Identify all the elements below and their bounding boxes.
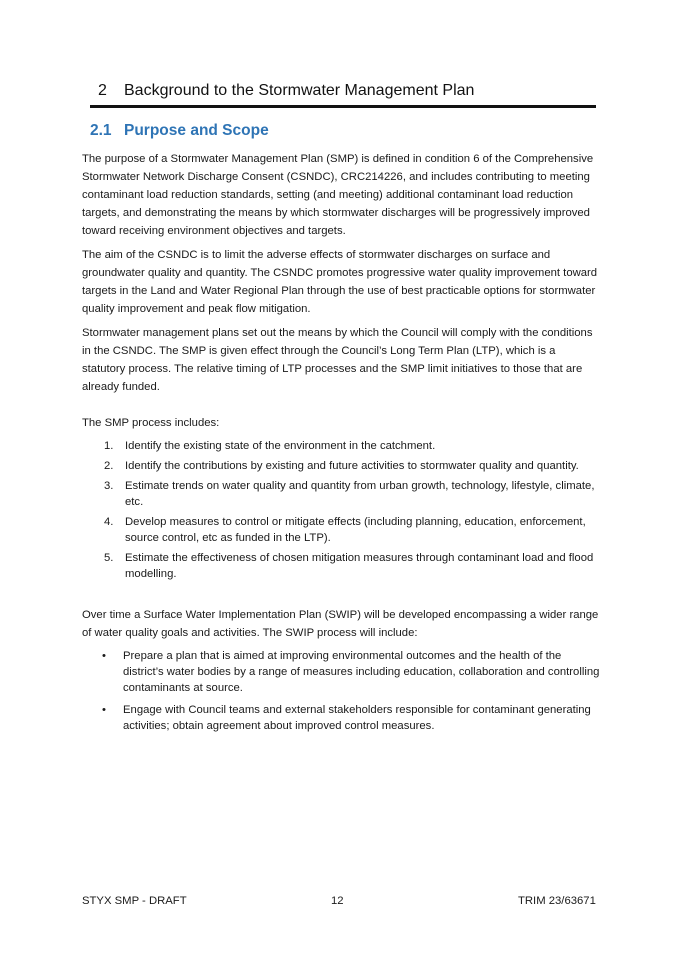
paragraph-stormwater-plans: Stormwater management plans set out the means by which the Council will comply with the conditions in the CSNDC. The SMP is given effect through the Council’s Long Term Plan (LTP), which is a statutory process. The relative timing of LTP processes and the SMP limit initiatives to those that are already funded. xyxy=(82,327,593,393)
list-number: 5. xyxy=(104,552,114,564)
chapter-heading xyxy=(98,80,595,102)
list-number: 1. xyxy=(104,440,114,452)
footer-trim-reference: TRIM 23/63671 xyxy=(518,895,596,907)
list-item xyxy=(82,458,600,474)
paragraph-purpose: The purpose of a Stormwater Management Plan (SMP) is defined in condition 6 of the Comprehensive Stormwater Network Discharge Consent (CSNDC), CRC214226, and includes contributing to meeting contaminant load reduction standards, setting (and meeting) additional contaminant load reduction targets, and demonstrating the means by which stormwater discharges will be progressively improved toward receiving environment objectives and targets. xyxy=(82,153,594,237)
list-number: 4. xyxy=(104,516,114,528)
list-item xyxy=(82,550,600,582)
bullet-icon: • xyxy=(102,704,106,716)
footer-document-label: STYX SMP - DRAFT xyxy=(82,895,187,907)
list-item-text: Engage with Council teams and external stakeholders responsible for contaminant generating activities; obtain agreement about improved control measures. xyxy=(123,704,591,732)
chapter-title: Background to the Stormwater Management Plan xyxy=(124,82,475,99)
list-item xyxy=(82,478,600,510)
list-item xyxy=(82,648,600,696)
list-item-text: Estimate trends on water quality and quantity from urban growth, technology, lifestyle, climate, etc. xyxy=(125,480,595,508)
list-item xyxy=(82,702,600,734)
list-item-text: Identify the existing state of the environment in the catchment. xyxy=(125,440,436,452)
list-item-text: Identify the contributions by existing and future activities to stormwater quality and quantity. xyxy=(125,460,579,472)
smp-process-intro: The SMP process includes: xyxy=(82,417,220,429)
list-number: 2. xyxy=(104,460,114,472)
list-item xyxy=(82,438,600,454)
list-item-text: Estimate the effectiveness of chosen mitigation measures through contaminant load and flood modelling. xyxy=(125,552,594,580)
swip-process-list xyxy=(82,648,600,734)
smp-process-list xyxy=(82,438,600,582)
list-item-text: Develop measures to control or mitigate effects (including planning, education, enforcement, source control, etc as funded in the LTP). xyxy=(125,516,586,544)
bullet-icon: • xyxy=(102,650,106,662)
chapter-heading-rule xyxy=(90,105,596,108)
section-title: Purpose and Scope xyxy=(124,122,269,139)
swip-intro: Over time a Surface Water Implementation Plan (SWIP) will be developed encompassing a wider range of water quality goals and activities. The SWIP process will include: xyxy=(82,609,599,639)
chapter-number: 2 xyxy=(98,82,107,99)
list-number: 3. xyxy=(104,480,114,492)
footer-page-number: 12 xyxy=(331,895,344,907)
section-body xyxy=(82,150,600,740)
list-item-text: Prepare a plan that is aimed at improving environmental outcomes and the health of the district’s water bodies by a range of measures including education, collaboration and controlling contaminants at source. xyxy=(123,650,600,694)
list-item xyxy=(82,514,600,546)
paragraph-aim: The aim of the CSNDC is to limit the adverse effects of stormwater discharges on surface and groundwater quality and quantity. The CSNDC promotes progressive water quality improvement toward targets in the Land and Water Regional Plan through the use of best practicable options for stormwater quality improvement and peak flow mitigation. xyxy=(82,249,598,315)
section-number: 2.1 xyxy=(90,122,112,139)
section-heading xyxy=(90,121,269,141)
